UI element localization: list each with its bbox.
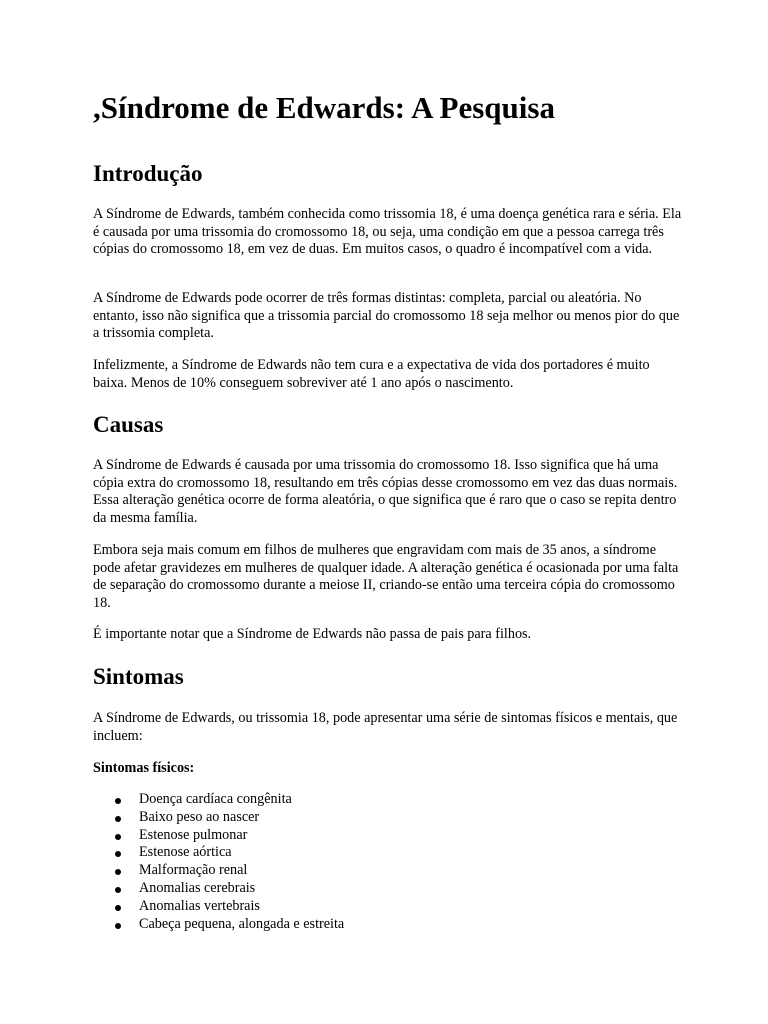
bullet-icon [115,834,121,840]
subheading-sintomas-fisicos: Sintomas físicos: [93,760,195,776]
paragraph: A Síndrome de Edwards, ou trissomia 18, pode apresentar uma série de sintomas físicos e mentais, que incluem: [93,710,678,744]
list-item: Cabeça pequena, alongada e estreita [93,916,344,934]
list-item: Anomalias cerebrais [93,880,344,898]
bullet-icon [115,905,121,911]
list-item: Estenose pulmonar [93,827,344,845]
document-title: ,Síndrome de Edwards: A Pesquisa [93,90,555,125]
list-item: Baixo peso ao nascer [93,809,344,827]
bullet-icon [115,851,121,857]
paragraph: A Síndrome de Edwards pode ocorrer de três formas distintas: completa, parcial ou aleatória. No entanto, isso não significa que a trissomia parcial do cromossomo 18 seja melhor ou menos pior do que a trissomia completa. [93,290,680,342]
bullet-icon [115,887,121,893]
list-item: Malformação renal [93,862,344,880]
paragraph: A Síndrome de Edwards é causada por uma trissomia do cromossomo 18. Isso significa que há uma cópia extra do cromossomo 18, resultando em três cópias desse cromossomo em vez das duas normais. Essa alteração genética ocorre de forma aleatória, o que significa que é raro que o caso se repita dentro da mesma família. [93,457,678,526]
paragraph: Embora seja mais comum em filhos de mulheres que engravidam com mais de 35 anos, a síndrome pode afetar gravidezes em mulheres de qualquer idade. A alteração genética é ocasionada por uma falta de separação do cromossomo durante a meiose II, criando-se então uma terceira cópia do cromossomo 18. [93,542,679,611]
heading-causas: Causas [93,412,164,437]
bullet-icon [115,923,121,929]
paragraph: Infelizmente, a Síndrome de Edwards não tem cura e a expectativa de vida dos portadores é muito baixa. Menos de 10% conseguem sobreviver até 1 ano após o nascimento. [93,357,650,391]
list-item: Doença cardíaca congênita [93,791,344,809]
symptom-list [93,791,344,933]
bullet-icon [115,798,121,804]
bullet-icon [115,816,121,822]
list-item: Estenose aórtica [93,844,344,862]
heading-sintomas: Sintomas [93,664,184,689]
paragraph: É importante notar que a Síndrome de Edwards não passa de pais para filhos. [93,626,532,642]
bullet-icon [115,869,121,875]
heading-introducao: Introdução [93,161,203,186]
list-item: Anomalias vertebrais [93,898,344,916]
paragraph: A Síndrome de Edwards, também conhecida como trissomia 18, é uma doença genética rara e séria. Ela é causada por uma trissomia do cromossomo 18, ou seja, uma condição em que a pessoa carrega três cópias do cromossomo 18, em vez de duas. Em muitos casos, o quadro é incompatível com a vida. [93,206,682,258]
